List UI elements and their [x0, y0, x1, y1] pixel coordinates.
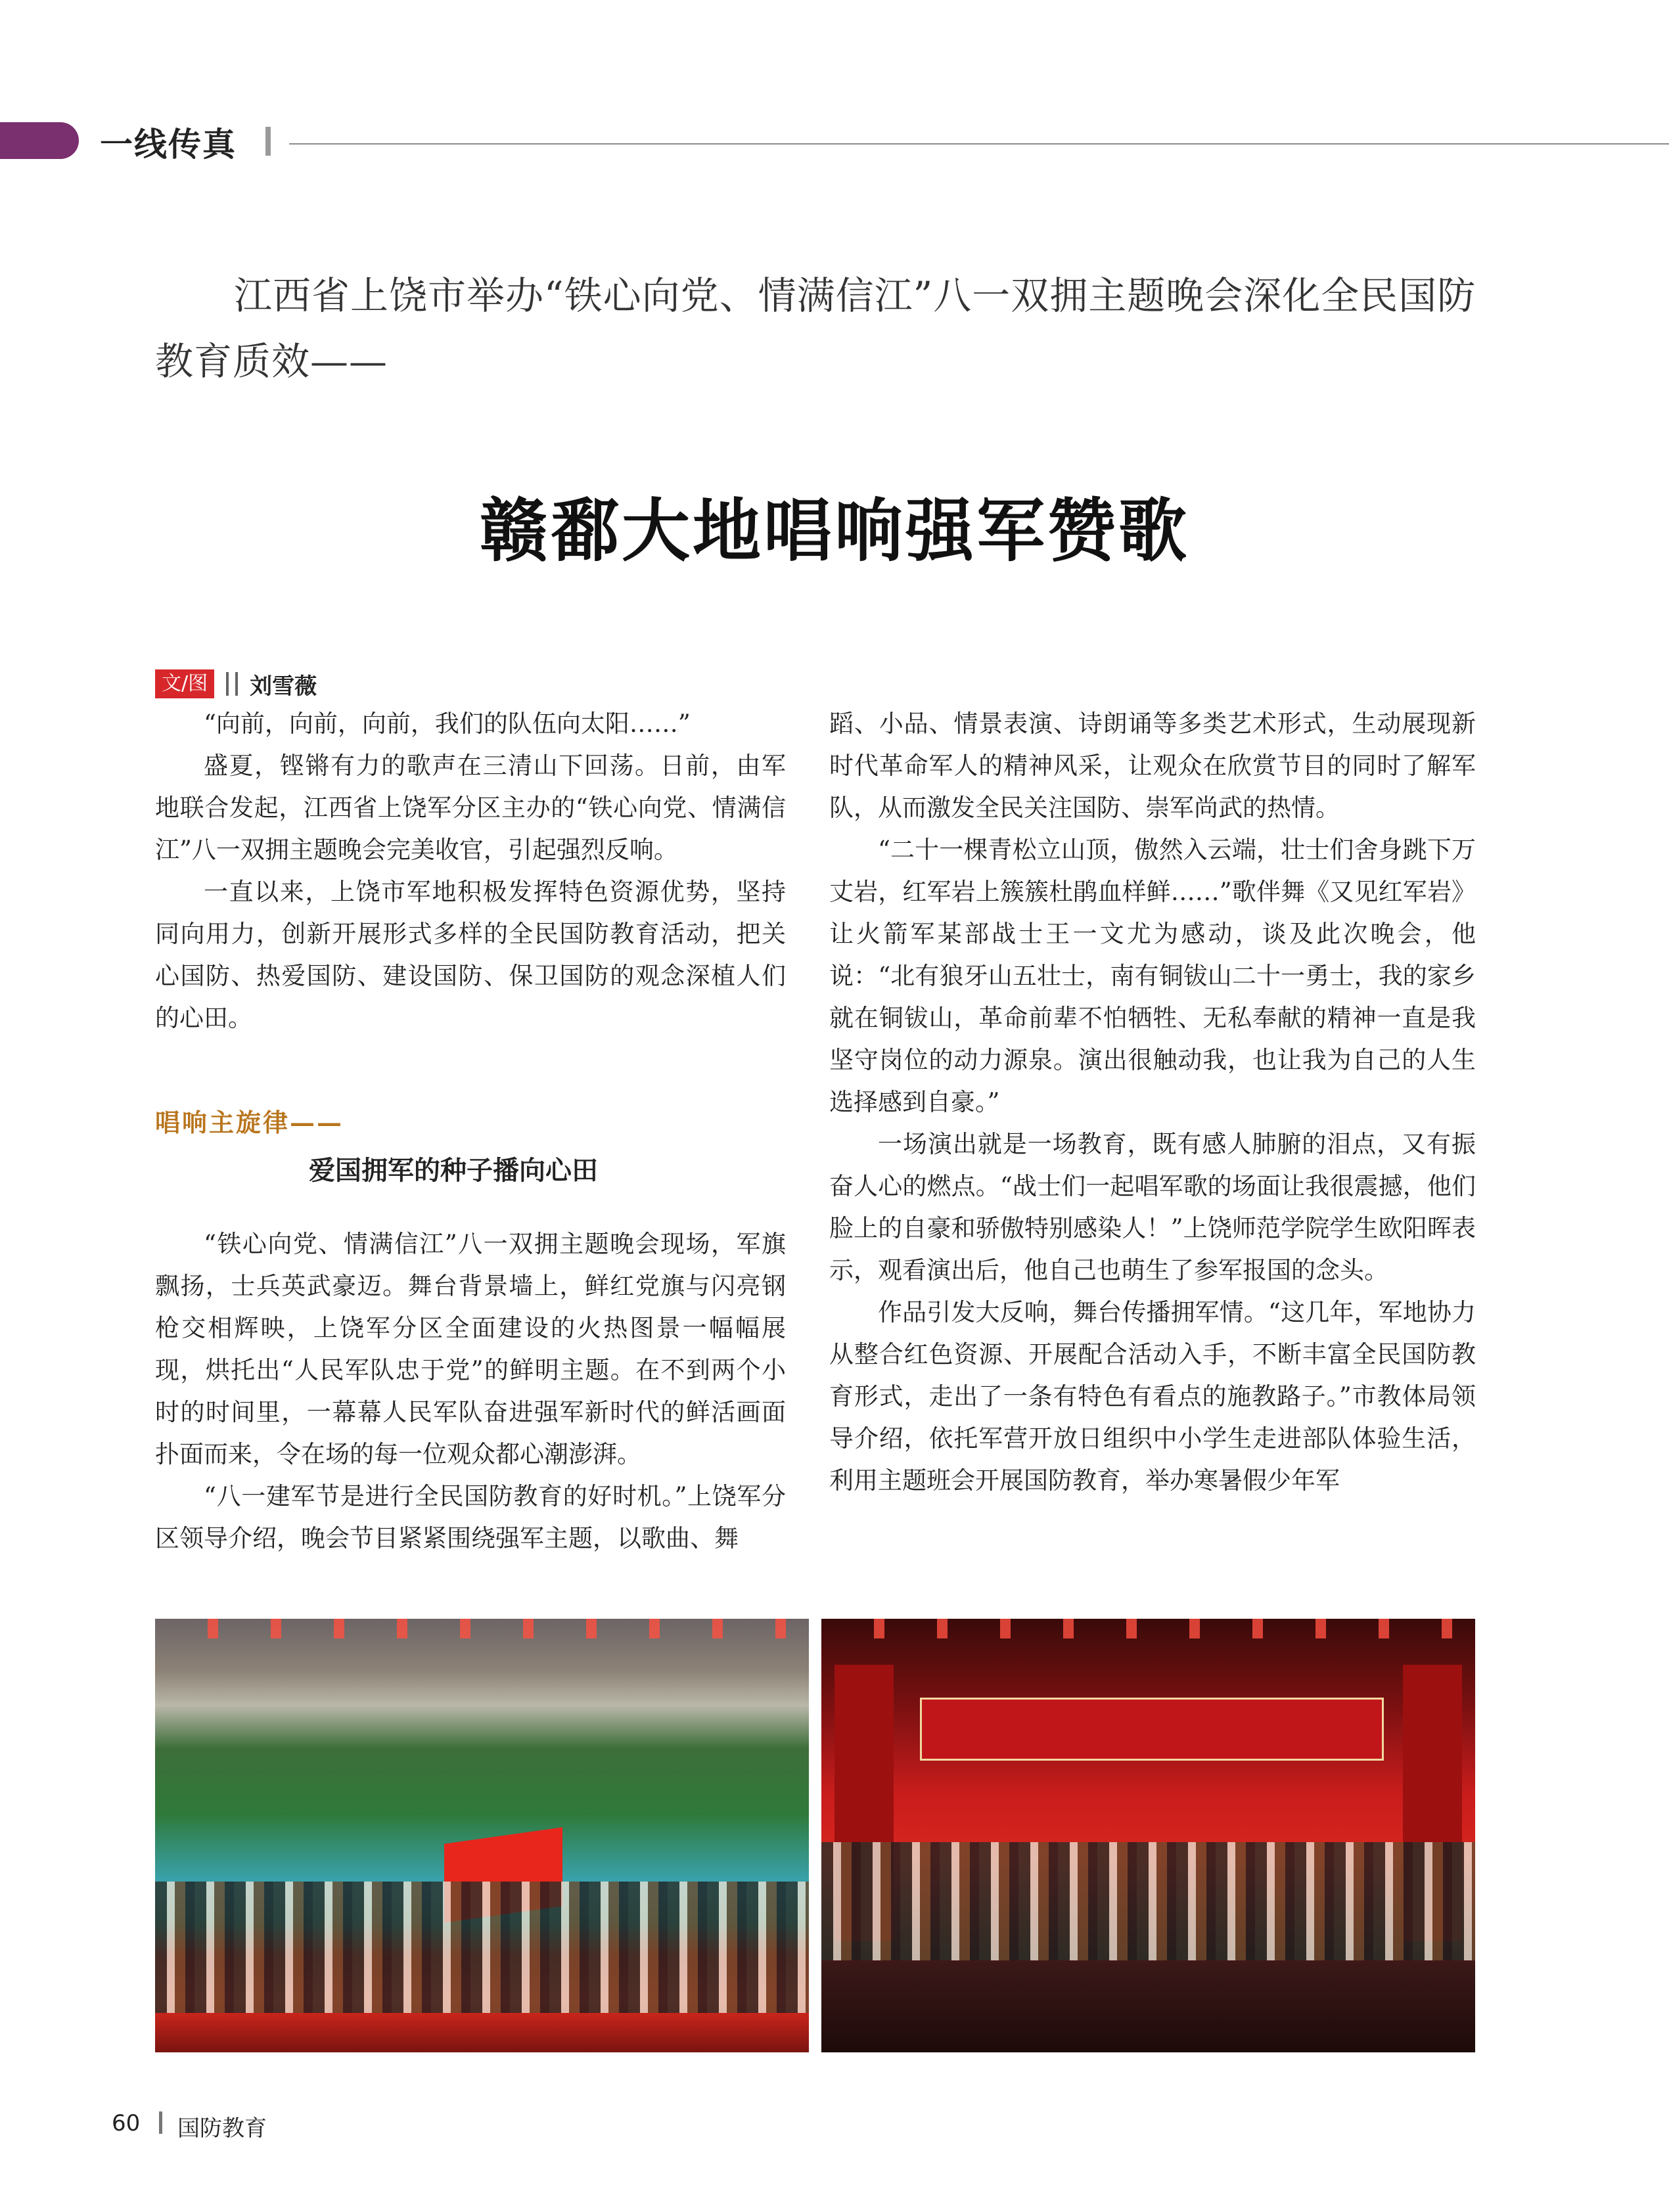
paragraph: “向前，向前，向前，我们的队伍向太阳……”: [204, 710, 691, 738]
section-label: 一线传真: [100, 125, 237, 164]
subsection-kicker: 唱响主旋律——: [155, 1108, 344, 1137]
paragraph: 蹈、小品、情景表演、诗朗诵等多类艺术形式，生动展现新时代革命军人的精神风采，让观众在欣赏节目的同时了解军队，从而激发全民关注国防、崇军尚武的热情。: [829, 710, 1476, 822]
performers-on-stage: [821, 1842, 1475, 1960]
paragraph: 盛夏，铿锵有力的歌声在三清山下回荡。日前，由军地联合发起，江西省上饶军分区主办的“铁心向党、情满信江”八一双拥主题晚会完美收官，引起强烈反响。: [155, 752, 786, 864]
byline-divider: [235, 672, 238, 696]
byline-author: 刘雪薇: [250, 673, 317, 700]
paragraph: “八一建军节是进行全民国防教育的好时机。”上饶军分区领导介绍，晚会节目紧紧围绕强军主题，以歌曲、舞: [155, 1482, 786, 1552]
paragraph: “二十一棵青松立山顶，傲然入云端，壮士们舍身跳下万丈岩，红军岩上簇簇杜鹃血样鲜……”歌伴舞《又见红军岩》让火箭军某部战士王一文尤为感动，谈及此次晚会，他说：“北有狼牙山五壮士，南有铜钹山二十一勇士，我的家乡就在铜钹山，革命前辈不怕牺牲、无私奉献的精神一直是我坚守岗位的动力源泉。演出很触动我，也让我为自己的人生选择感到自豪。”: [829, 836, 1476, 1116]
section-tab-marker: [0, 122, 79, 159]
paragraph: 一场演出就是一场教育，既有感人肺腑的泪点，又有振奋人心的燃点。“战士们一起唱军歌的场面让我很震撼，他们脸上的自豪和骄傲特别感染人！”上饶师范学院学生欧阳晖表示，观看演出后，他自己也萌生了参军报国的念头。: [829, 1130, 1476, 1284]
footer-divider: [159, 2111, 162, 2134]
stage-performance-photo: [155, 1619, 809, 2052]
subsection-title: 爱国拥军的种子播向心田: [309, 1156, 598, 1186]
article-lead: 江西省上饶市举办“铁心向党、情满信江”八一双拥主题晚会深化全民国防教育质效——: [155, 273, 1476, 384]
right-column: [829, 703, 1476, 1502]
stage-lights: [155, 1619, 809, 1638]
performers: [155, 1882, 809, 2013]
left-column-bottom: [155, 1223, 786, 1560]
stage-group-photo: [821, 1619, 1475, 2052]
byline-tag: 文/图: [155, 669, 214, 698]
paragraph: 一直以来，上饶市军地积极发挥特色资源优势，坚持同向用力，创新开展形式多样的全民国防教育活动，把关心国防、热爱国防、建设国防、保卫国防的观念深植人们的心田。: [155, 878, 786, 1032]
publication-name: 国防教育: [177, 2115, 267, 2142]
left-column-top: [155, 703, 786, 1039]
article-headline: 赣鄱大地唱响强军赞歌: [479, 491, 1189, 571]
byline-divider: [226, 672, 229, 696]
paragraph: “铁心向党、情满信江”八一双拥主题晚会现场，军旗飘扬，士兵英武豪迈。舞台背景墙上，鲜红党旗与闪亮钢枪交相辉映，上饶军分区全面建设的火热图景一幅幅展现，烘托出“人民军队忠于党”的鲜明主题。在不到两个小时的时间里，一幕幕人民军队奋进强军新时代的鲜活画面扑面而来，令在场的每一位观众都心潮澎湃。: [155, 1230, 786, 1468]
byline: [155, 669, 317, 699]
stage-lights: [821, 1619, 1475, 1638]
paragraph: 作品引发大反响，舞台传播拥军情。“这几年，军地协力从整合红色资源、开展配合活动入手，不断丰富全民国防教育形式，走出了一条有特色有看点的施教路子。”市教体局领导介绍，依托军营开放日组织中小学生走进部队体验生活，利用主题班会开展国防教育，举办寒暑假少年军: [829, 1298, 1476, 1495]
stage-backdrop-banner: [920, 1698, 1384, 1761]
header-rule: [289, 143, 1669, 145]
page-number: 60: [112, 2110, 141, 2136]
section-label-divider: [265, 127, 271, 156]
